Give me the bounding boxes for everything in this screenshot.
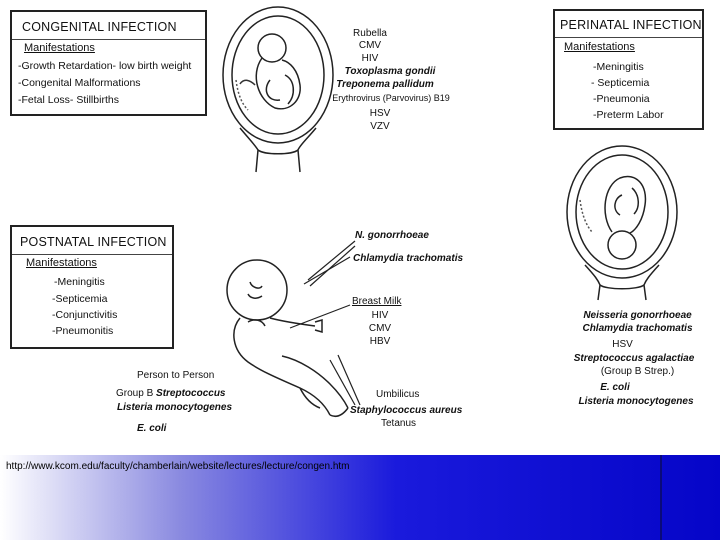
perinatal-title: PERINATAL INFECTION [560,18,702,32]
tetanus-label: Tetanus [381,418,417,429]
agent-hsv-perinatal: HSV [612,339,633,350]
agent-n-gonorrhoeae: N. gonorrhoeae [355,230,429,241]
perinatal-item: -Preterm Labor [593,109,664,121]
congenital-item: -Congenital Malformations [18,77,141,89]
perinatal-item: - Septicemia [591,77,650,89]
uterus-fetus-illustration-congenital [223,7,333,172]
agent-staph-aureus: Staphylococcus aureus [350,405,463,416]
breast-milk-agent: HBV [369,336,391,347]
agent-hiv: HIV [361,53,379,64]
breast-milk-agent: HIV [371,310,389,321]
postnatal-manifestations-label: Manifestations [26,257,97,269]
group-b-streptococcus: Streptococcus [156,388,226,399]
umbilicus-label: Umbilicus [376,389,420,400]
agent-treponema: Treponema pallidum [336,79,434,90]
group-b-prefix: Group B [116,388,154,399]
divider [555,37,702,38]
postnatal-item: -Conjunctivitis [52,309,118,321]
postnatal-item: -Meningitis [54,276,105,288]
agent-cmv: CMV [358,40,382,51]
congenital-item: -Fetal Loss- Stillbirths [18,94,119,106]
perinatal-item: -Pneumonia [593,93,650,105]
agent-chlamydia-perinatal: Chlamydia trachomatis [582,323,693,334]
agent-strep-agalactiae: Streptococcus agalactiae [573,353,695,364]
infant-illustration [227,260,348,416]
agent-neisseria: Neisseria gonorrhoeae [583,310,692,321]
postnatal-item: -Pneumonitis [52,325,114,337]
breast-milk-agent: CMV [368,323,392,334]
agent-erythrovirus: Erythrovirus (Parvovirus) B19 [332,93,450,103]
group-b-strep-label [116,388,226,399]
agent-group-b-strep: (Group B Strep.) [600,366,675,377]
congenital-item: -Growth Retardation- low birth weight [18,60,192,72]
breast-milk-label: Breast Milk [352,296,402,307]
agent-ecoli-perinatal: E. coli [600,382,630,393]
perinatal-item: -Meningitis [593,61,644,73]
agent-rubella: Rubella [353,28,387,39]
perinatal-manifestations-label: Manifestations [564,41,635,53]
postnatal-item: -Septicemia [52,293,108,305]
agent-ecoli-postnatal: E. coli [137,423,167,434]
footer-separator [660,455,662,540]
perinatal-infection-box [553,9,704,130]
agent-listeria-perinatal: Listeria monocytogenes [578,396,694,407]
divider [12,254,172,255]
congenital-manifestations-label: Manifestations [24,42,95,54]
congenital-title: CONGENITAL INFECTION [22,20,177,34]
agent-listeria-postnatal: Listeria monocytogenes [117,402,233,413]
agent-toxoplasma: Toxoplasma gondii [344,66,436,77]
divider [12,39,205,40]
agent-hsv: HSV [369,108,391,119]
uterus-fetus-illustration-perinatal [567,146,677,300]
footer-bar [0,455,720,540]
source-url[interactable]: http://www.kcom.edu/faculty/chamberlain/website/lectures/lecture/congen.htm [6,461,350,472]
postnatal-infection-box [10,225,174,349]
agent-chlamydia: Chlamydia trachomatis [353,253,464,264]
person-to-person-label: Person to Person [137,370,215,381]
congenital-infection-box [10,10,207,116]
postnatal-title: POSTNATAL INFECTION [20,235,167,249]
agent-vzv: VZV [370,121,390,132]
